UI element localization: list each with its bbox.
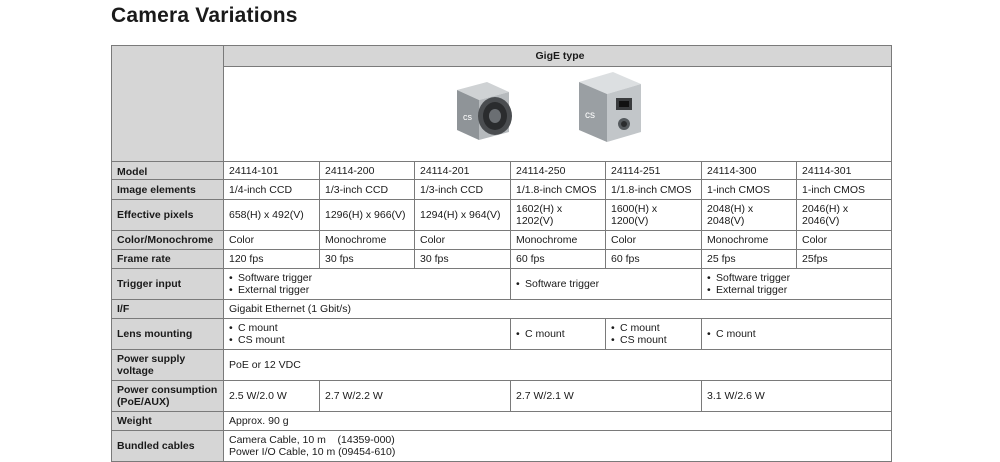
power-consumption-cell: 3.1 W/2.6 W (702, 381, 892, 412)
cables-cell (224, 431, 892, 462)
image-element-cell: 1/1.8-inch CMOS (511, 180, 606, 200)
model-cell: 24114-300 (702, 162, 797, 180)
label-line: (PoE/AUX) (117, 396, 170, 408)
row-label-effective-pixels: Effective pixels (112, 200, 224, 231)
pixels-line: 1202(V) (516, 215, 554, 227)
pixels-line: 2048(V) (707, 215, 745, 227)
cable-item: Camera Cable, 10 m (14359-000) (229, 434, 395, 446)
lens-item: • C mount (611, 322, 701, 334)
row-label-power-consumption (112, 381, 224, 412)
effective-pixels-cell (511, 200, 606, 231)
group-header: GigE type (224, 46, 892, 67)
model-cell: 24114-251 (606, 162, 702, 180)
trigger-cell (224, 269, 511, 300)
color-mono-cell: Monochrome (511, 231, 606, 250)
frame-rate-cell: 60 fps (606, 250, 702, 269)
gige-camera-large-image (569, 68, 659, 150)
label-line: Power supply (117, 353, 186, 365)
effective-pixels-cell (797, 200, 892, 231)
frame-rate-cell: 60 fps (511, 250, 606, 269)
weight-cell: Approx. 90 g (224, 412, 892, 431)
frame-rate-cell: 25fps (797, 250, 892, 269)
trigger-cell (702, 269, 892, 300)
image-element-cell: 1/4-inch CCD (224, 180, 320, 200)
color-mono-cell: Color (797, 231, 892, 250)
frame-rate-cell: 25 fps (702, 250, 797, 269)
trigger-item: • Software trigger (516, 278, 701, 290)
pixels-line: 1294(H) x 964(V) (420, 209, 501, 221)
row-label-trigger-input: Trigger input (112, 269, 224, 300)
image-element-cell: 1/3-inch CCD (415, 180, 511, 200)
row-label-image-elements: Image elements (112, 180, 224, 200)
page-title: Camera Variations (111, 4, 298, 27)
row-label-power-supply (112, 350, 224, 381)
row-label-interface: I/F (112, 300, 224, 319)
pixels-line: 1200(V) (611, 215, 649, 227)
pixels-line: 2046(H) x (802, 203, 849, 215)
row-label-model: Model (112, 162, 224, 180)
trigger-cell (511, 269, 702, 300)
lens-cell (511, 319, 606, 350)
color-mono-cell: Color (606, 231, 702, 250)
trigger-item: • Software trigger (707, 272, 891, 284)
frame-rate-cell: 120 fps (224, 250, 320, 269)
row-label-weight: Weight (112, 412, 224, 431)
effective-pixels-cell (606, 200, 702, 231)
pixels-line: 1600(H) x (611, 203, 658, 215)
lens-cell (224, 319, 511, 350)
effective-pixels-cell (320, 200, 415, 231)
frame-rate-cell: 30 fps (415, 250, 511, 269)
model-cell: 24114-201 (415, 162, 511, 180)
lens-item: • CS mount (229, 334, 510, 346)
power-consumption-cell: 2.7 W/2.2 W (320, 381, 511, 412)
model-cell: 24114-101 (224, 162, 320, 180)
svg-text:cs: cs (463, 111, 472, 122)
label-line: voltage (117, 365, 154, 377)
trigger-item: • Software trigger (229, 272, 510, 284)
frame-rate-cell: 30 fps (320, 250, 415, 269)
pixels-line: 2048(H) x (707, 203, 754, 215)
product-photo-cell (224, 67, 892, 162)
lens-cell (606, 319, 702, 350)
color-mono-cell: Color (224, 231, 320, 250)
lens-cell (702, 319, 892, 350)
row-label-color-mono: Color/Monochrome (112, 231, 224, 250)
lens-item: • C mount (516, 328, 605, 340)
lens-item: • CS mount (611, 334, 701, 346)
row-label-bundled-cables: Bundled cables (112, 431, 224, 462)
cable-item: Power I/O Cable, 10 m (09454-610) (229, 446, 396, 458)
lens-item: • C mount (229, 322, 510, 334)
trigger-item: • External trigger (229, 284, 510, 296)
effective-pixels-cell (702, 200, 797, 231)
lens-item: • C mount (707, 328, 891, 340)
image-element-cell: 1-inch CMOS (797, 180, 892, 200)
pixels-line: 1602(H) x (516, 203, 563, 215)
pixels-line: 2046(V) (802, 215, 840, 227)
image-element-cell: 1-inch CMOS (702, 180, 797, 200)
image-element-cell: 1/3-inch CCD (320, 180, 415, 200)
image-element-cell: 1/1.8-inch CMOS (606, 180, 702, 200)
trigger-item: • External trigger (707, 284, 891, 296)
power-consumption-cell: 2.5 W/2.0 W (224, 381, 320, 412)
effective-pixels-cell (415, 200, 511, 231)
model-cell: 24114-250 (511, 162, 606, 180)
color-mono-cell: Color (415, 231, 511, 250)
model-cell: 24114-200 (320, 162, 415, 180)
row-label-frame-rate: Frame rate (112, 250, 224, 269)
pixels-line: 658(H) x 492(V) (229, 209, 304, 221)
color-mono-cell: Monochrome (320, 231, 415, 250)
model-cell: 24114-301 (797, 162, 892, 180)
power-supply-cell: PoE or 12 VDC (224, 350, 892, 381)
power-consumption-cell: 2.7 W/2.1 W (511, 381, 702, 412)
pixels-line: 1296(H) x 966(V) (325, 209, 406, 221)
effective-pixels-cell (224, 200, 320, 231)
label-line: Power consumption (117, 384, 218, 396)
gige-camera-small-image (449, 78, 529, 148)
table-corner (112, 46, 224, 162)
svg-text:cs: cs (585, 109, 595, 121)
camera-spec-table (111, 45, 892, 462)
row-label-lens-mounting: Lens mounting (112, 319, 224, 350)
color-mono-cell: Monochrome (702, 231, 797, 250)
interface-cell: Gigabit Ethernet (1 Gbit/s) (224, 300, 892, 319)
